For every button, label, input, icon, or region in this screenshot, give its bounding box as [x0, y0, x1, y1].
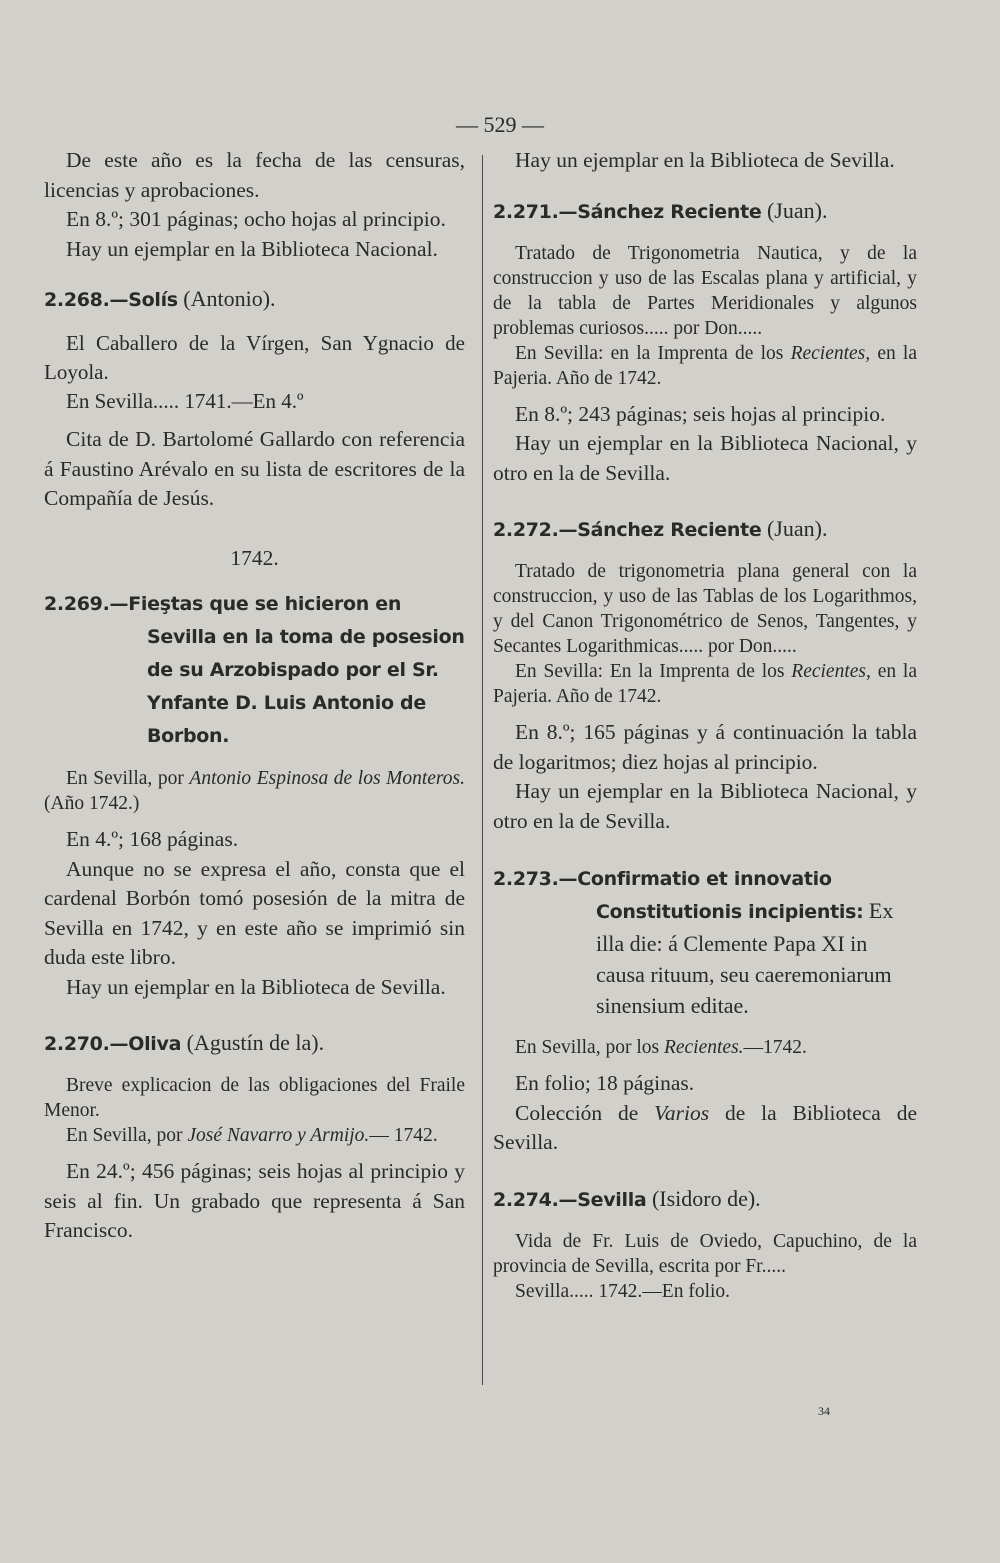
paragraph: Aunque no se expresa el año, consta que el cardenal Borbón tomó posesión de la mitra de Sevilla en 1742, y en este año se imprimió sin duda este libro.	[44, 856, 465, 969]
entry-author: Oliva	[128, 1033, 182, 1055]
paragraph: En folio; 18 páginas.	[515, 1071, 695, 1095]
entry-author: Sánchez Reciente	[577, 519, 762, 541]
entry-imprint: En Sevilla..... 1741.—En 4.º	[66, 389, 304, 413]
paragraph: Hay un ejemplar en la Biblioteca Nacional, y otro en la de Sevilla.	[493, 779, 917, 833]
entry-author-rest: (Isidoro de).	[646, 1185, 761, 1211]
entry-number: 2.274.—	[493, 1188, 578, 1211]
entry-author-rest: (Juan).	[761, 197, 828, 223]
entry-author-rest: (Agustín de la).	[181, 1030, 325, 1055]
entry-title: El Caballero de la Vírgen, San Ygnacio de Loyola.	[44, 331, 465, 384]
entry-number: 2.271.—	[493, 200, 578, 223]
entry-title: Tratado de trigonometria plana general con la construccion, y uso de las Tablas de los Logarithmos, y del Canon Trigonométrico de Senos, Tangentes, y Secantes Logarithmicas..... por Don.....	[493, 561, 917, 657]
imprint-text: En Sevilla, por los	[515, 1037, 664, 1058]
paragraph: En 4.º; 168 páginas.	[66, 827, 239, 851]
entry-title: Vida de Fr. Luis de Oviedo, Capuchino, de la provincia de Sevilla, escrita por Fr.....	[493, 1230, 917, 1277]
paragraph	[493, 1099, 917, 1158]
imprint-text: En Sevilla: en la Imprenta de los	[515, 342, 791, 364]
paragraph: En 8.º; 243 páginas; seis hojas al principio.	[515, 401, 886, 426]
imprint-text: en la Pajeria. Año de 1742.	[493, 661, 917, 707]
entry-heading-2272	[493, 514, 917, 545]
paragraph: Hay un ejemplar en la Biblioteca de Sevilla.	[515, 148, 895, 172]
entry-title-bold: Fieştas que se hicieron en Sevilla en la toma de posesion de su Arzobispado por el Sr. Ynfante D. Luis Antonio de Borbon.	[128, 593, 465, 747]
paragraph-text: de la Biblioteca de Sevilla.	[493, 1100, 917, 1154]
entry-heading-2273	[493, 862, 917, 1021]
imprint-text: En Sevilla, por	[66, 768, 190, 789]
entry-title: Breve explicacion de las obligaciones del Fraile Menor.	[44, 1075, 465, 1121]
imprint-text: En Sevilla, por	[66, 1125, 188, 1146]
left-column	[44, 146, 465, 1255]
paragraph: Hay un ejemplar en la Biblioteca Nacional.	[66, 236, 438, 261]
column-divider	[482, 155, 483, 1385]
paragraph: En 8.º; 165 páginas y á continuación la tabla de logaritmos; diez hojas al principio.	[493, 720, 917, 774]
imprint-text: En Sevilla: En la Imprenta de los	[515, 661, 792, 682]
entry-heading-2270	[44, 1028, 465, 1059]
printer-name: José Navarro y Armijo.	[187, 1125, 370, 1146]
entry-imprint	[44, 766, 465, 816]
printer-name: Recientes.	[663, 1037, 744, 1058]
collection-name: Varios	[654, 1100, 710, 1125]
entry-number: 2.269.—	[44, 593, 129, 615]
paragraph: En 8.º; 301 páginas; ocho hojas al principio.	[66, 207, 446, 231]
entry-heading-2271	[493, 196, 917, 227]
signature-mark: 34	[818, 1404, 830, 1418]
paragraph: En 24.º; 456 páginas; seis hojas al principio y seis al fin. Un grabado que representa á San Francisco.	[44, 1159, 465, 1242]
entry-number: 2.270.—	[44, 1033, 129, 1055]
entry-imprint	[493, 1035, 917, 1060]
entry-number: 2.273.—	[493, 868, 578, 890]
entry-imprint	[44, 1123, 465, 1148]
entry-number: 2.272.—	[493, 519, 578, 541]
year-heading: 1742.	[230, 545, 279, 570]
entry-title: Tratado de Trigonometria Nautica, y de la construccion y uso de las Escalas plana y artificial, y de la tabla de Partes Meridionales y algunos problemas curiosos..... por Don.....	[493, 242, 917, 339]
right-column	[493, 146, 917, 1313]
entry-title-bold: Confirmatio et innovatio Constitutionis incipientis:	[577, 868, 864, 923]
entry-imprint: Sevilla..... 1742.—En folio.	[515, 1280, 731, 1302]
paragraph: Hay un ejemplar en la Biblioteca de Sevilla.	[66, 974, 446, 999]
printer-name: Antonio Espinosa de los Monteros.	[189, 768, 465, 789]
paragraph: Hay un ejemplar en la Biblioteca Nacional, y otro en la de Sevilla.	[493, 431, 917, 485]
entry-author: Sánchez Reciente	[577, 200, 762, 223]
entry-imprint	[493, 341, 917, 391]
imprint-text: (Año 1742.)	[44, 793, 140, 814]
paragraph-text: Colección de	[515, 1100, 655, 1125]
entry-heading-2268	[44, 284, 465, 315]
entry-author-rest: (Juan).	[761, 516, 828, 541]
imprint-text: —1742.	[743, 1037, 807, 1058]
entry-author: Solís	[128, 289, 178, 311]
imprint-text: — 1742.	[369, 1125, 438, 1146]
printer-name: Recientes,	[791, 661, 871, 682]
imprint-text: en la Pajeria. Año de 1742.	[493, 342, 918, 389]
page-number: — 529 —	[456, 112, 544, 137]
entry-title-rest: Ex illa die: á Clemente Papa XI in causa rituum, seu caeremoniarum sinensium editae.	[596, 898, 894, 1018]
entry-heading-2269	[44, 587, 465, 752]
entry-heading-2274	[493, 1184, 917, 1215]
entry-number: 2.268.—	[44, 289, 129, 311]
entry-author: Sevilla	[577, 1188, 647, 1211]
printer-name: Recientes,	[790, 342, 871, 364]
paragraph: De este año es la fecha de las censuras, licencias y aprobaciones.	[44, 148, 465, 202]
entry-author-rest: (Antonio).	[177, 286, 276, 311]
entry-imprint	[493, 659, 917, 709]
paragraph: Cita de D. Bartolomé Gallardo con referencia á Faustino Arévalo en su lista de escritores de la Compañía de Jesús.	[44, 427, 465, 510]
